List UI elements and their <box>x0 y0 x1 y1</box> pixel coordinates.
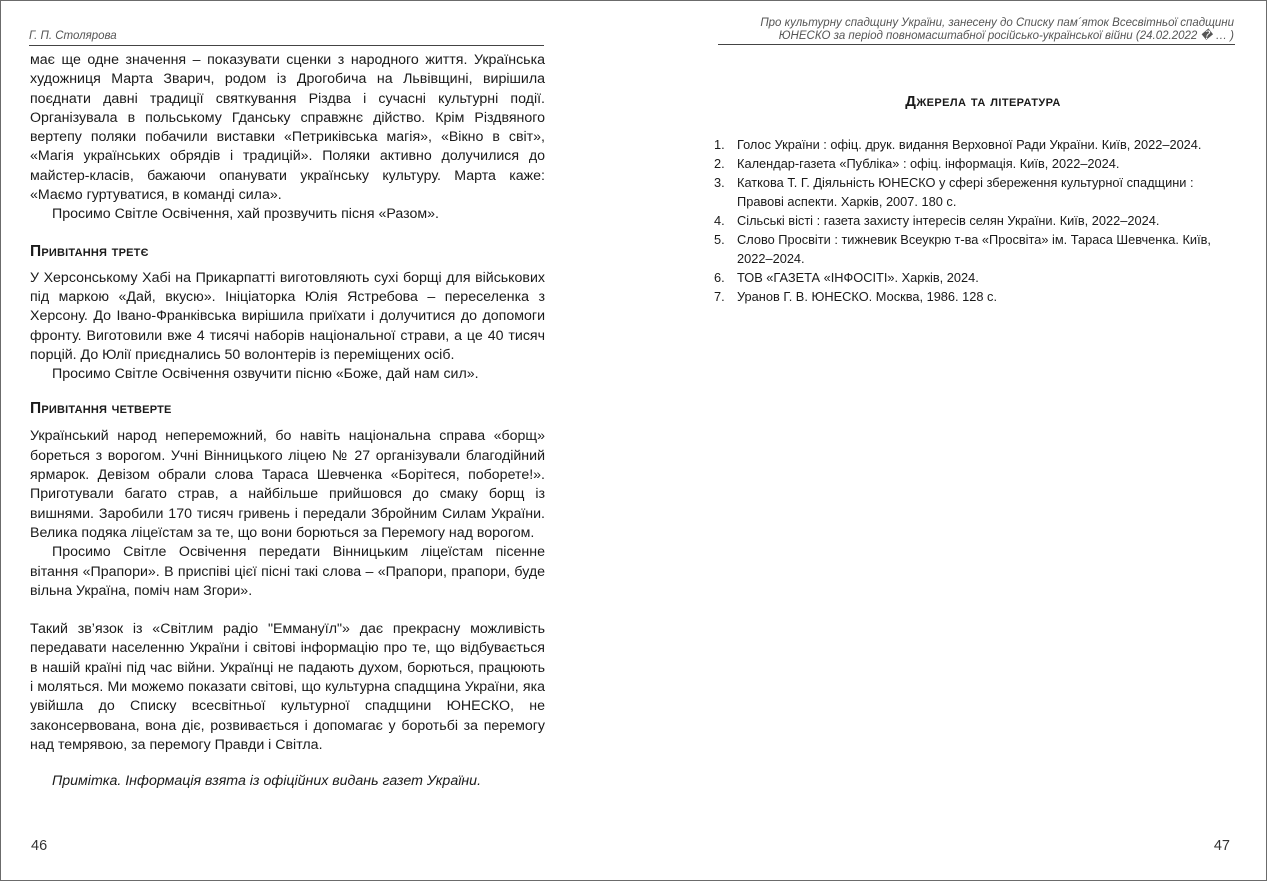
page-number: 47 <box>1213 838 1230 854</box>
reference-item: 1. Голос України : офіц. друк. видання Верховної Ради України. Київ, 2022–2024. <box>714 137 1202 152</box>
reference-item: 7. Уранов Г. В. ЮНЕСКО. Москва, 1986. 128 с. <box>714 289 998 304</box>
running-head-line: Про культурну спадщину України, занесену до Списку пам´яток Всесвітньої спадщини <box>760 17 1234 29</box>
paragraph: має ще одне значення – показувати сценки з народного життя. Українська художниця Марта Зварич, родом із Дрогобича на Львівщині, вирішила поєднати давні традиції святкування Різдва і сучасні культурні події. Організувала в польському Гданську справжнє дійство. Крім Різдвяного вертепу поляки побачили виставки «Петриківська магія», «Вікно в світ», «Магія українських обрядів і традицій». Поляки активно долучилися до майстер-класів, бажаючи опанувати українську культуру. Марта каже: «Маємо гуртуватися, в команді сила». <box>30 52 545 204</box>
running-head-line: ЮНЕСКО за період повномасштабної російсько-української війни (24.02.2022 � … ) <box>778 30 1234 42</box>
header-rule <box>718 44 1235 45</box>
reference-item: 2. Календар-газета «Публіка» : офіц. інформація. Київ, 2022–2024. <box>714 156 1120 171</box>
paragraph: Український народ непереможний, бо навіть національна справа «борщ» бореться з ворогом. Учні Вінницького ліцею № 27 організували благодійний ярмарок. Девізом обрали слова Тараса Шевченка «Борітеся, поборете!». Приготували багато страв, а найбільше прийшовся до смаку борщ із вишнями. Заробили 170 тисяч гривень і передали Збройним Силам України. Велика подяка ліцеїстам за те, що вони борються за Перемогу над ворогом. <box>30 428 545 541</box>
section-heading: Привітання третє <box>30 242 149 260</box>
section-heading: Привітання четверте <box>30 400 172 418</box>
paragraph: Такий зв’язок із «Світлим радіо "Еммануїл"» дає прекрасну можливість передавати населенню України і світові інформацію про те, що відбувається в нашій країні під час війни. Українці не падають духом, борються, працюють і моляться. Ми можемо показати світові, що культурна спадщина України, яка увійшла до Списку всесвітньої культурної спадщини ЮНЕСКО, не законсервована, вона діє, розвивається і допомагає у боротьбі за перемогу над темрявою, за перемогу Правди і Світла. <box>30 621 545 753</box>
footnote: Примітка. Інформація взята із офіційних видань газет України. <box>52 773 482 790</box>
paragraph: Просимо Світле Освічення, хай прозвучить пісня «Разом». <box>52 206 439 223</box>
running-head-title <box>760 17 1234 43</box>
left-page <box>1 1 634 880</box>
page-number: 46 <box>31 838 48 854</box>
paragraph: У Херсонському Хабі на Прикарпатті виготовляють сухі борщі для військових під маркою «Дай, вкусю». Ініціаторка Юлія Ястребова – переселенка з Херсону. До Івано-Франківська вирішила приїхати і долучитися до допомоги фронту. Виготовили вже 4 тисячі наборів національної страви, а це 40 тисяч порцій. До Юлії приєднались 50 волонтерів із переміщених осіб. <box>30 269 545 363</box>
reference-item: 3. Каткова Т. Г. Діяльність ЮНЕСКО у сфері збереження культурної спадщини : Правові аспекти. Харків, 2007. 180 с. <box>714 175 1194 209</box>
reference-item: 5. Слово Просвіти : тижневик Всеукрю т-ва «Просвіта» ім. Тараса Шевченка. Київ, 2022–2024. <box>714 232 1211 266</box>
paragraph: Просимо Світле Освічення передати Вінницьким ліцеїстам пісенне вітання «Прапори». В приспіві цієї пісні такі слова – «Прапори, прапори, буде вільна Україна, поміч нам Згори». <box>30 544 545 599</box>
right-page <box>634 1 1266 880</box>
header-rule <box>29 45 544 46</box>
reference-item: 4. Сільські вісті : газета захисту інтересів селян України. Київ, 2022–2024. <box>714 213 1160 228</box>
paragraph: Просимо Світле Освічення озвучити пісню «Боже, дай нам сил». <box>52 366 479 383</box>
references-list <box>714 135 1236 306</box>
left-page-body <box>30 51 545 791</box>
reference-item: 6. ТОВ «ГАЗЕТА «ІНФОСІТІ». Харків, 2024. <box>714 270 979 285</box>
running-head-author: Г. П. Столярова <box>29 30 117 42</box>
references-title: Джерела та література <box>905 93 1061 110</box>
